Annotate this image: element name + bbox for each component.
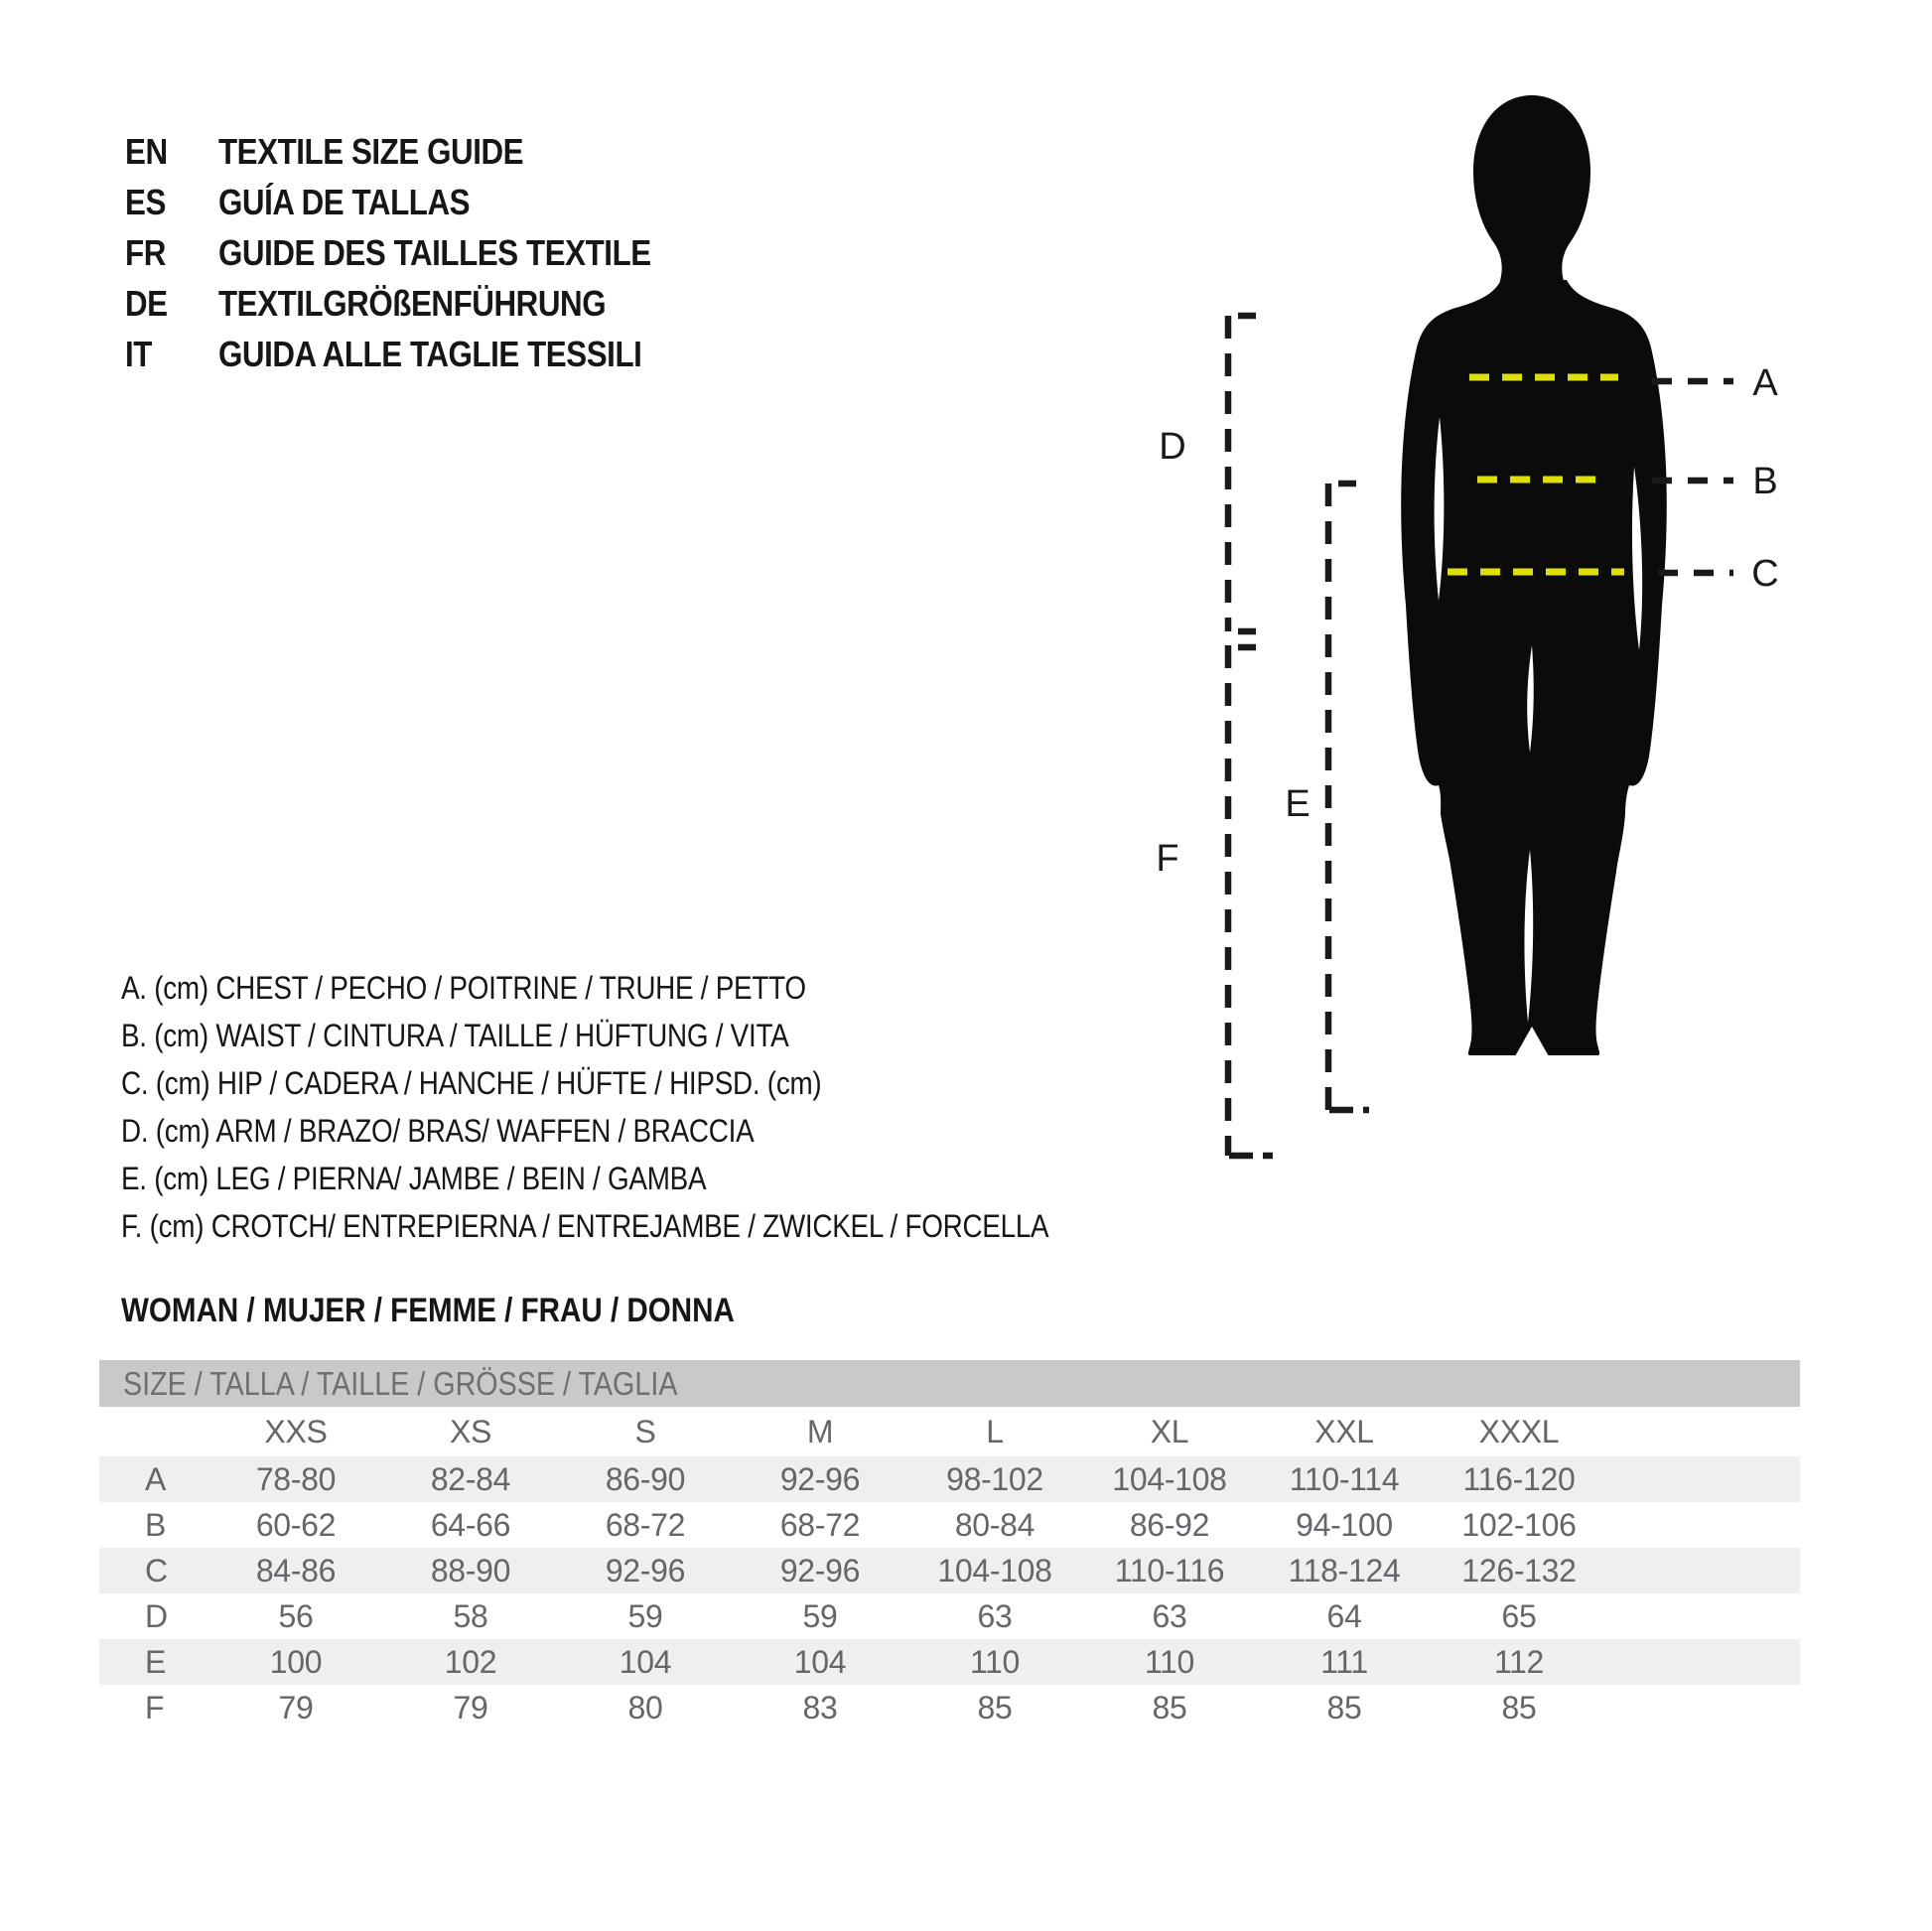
table-cell: 83 — [802, 1689, 838, 1725]
table-cell: 63 — [1152, 1597, 1187, 1634]
table-cell: 59 — [802, 1597, 838, 1634]
col-header-xxl: XXL — [1314, 1413, 1374, 1449]
legend-leg: E. (cm) LEG / PIERNA/ JAMBE / BEIN / GAMBA — [121, 1160, 707, 1196]
row-label: B — [145, 1506, 167, 1543]
table-cell: 63 — [977, 1597, 1013, 1634]
table-cell: 64-66 — [430, 1506, 511, 1543]
table-cell: 59 — [627, 1597, 663, 1634]
table-cell: 94-100 — [1296, 1506, 1393, 1543]
table-cell: 56 — [278, 1597, 314, 1634]
legend-chest: A. (cm) CHEST / PECHO / POITRINE / TRUHE / PETTO — [121, 969, 806, 1006]
table-row-d — [99, 1593, 1800, 1639]
table-cell: 84-86 — [255, 1552, 337, 1588]
label-crotch-f: F — [1156, 838, 1179, 880]
row-label: E — [145, 1643, 167, 1680]
table-cell: 102 — [444, 1643, 497, 1680]
table-cell: 104-108 — [937, 1552, 1052, 1588]
table-cell: 85 — [1326, 1689, 1362, 1725]
col-header-s: S — [634, 1413, 656, 1449]
table-cell: 80 — [627, 1689, 663, 1725]
table-cell: 110-114 — [1289, 1460, 1400, 1497]
table-cell: 98-102 — [946, 1460, 1043, 1497]
table-cell: 68-72 — [779, 1506, 861, 1543]
table-row-a — [99, 1456, 1800, 1502]
language-code: DE — [125, 282, 168, 324]
silhouette-body — [1401, 280, 1667, 1055]
table-cell: 85 — [1152, 1689, 1187, 1725]
table-cell: 86-92 — [1129, 1506, 1210, 1543]
guide-title-en: TEXTILE SIZE GUIDE — [217, 130, 524, 172]
table-cell: 110-116 — [1114, 1552, 1225, 1588]
legend-arm: D. (cm) ARM / BRAZO/ BRAS/ WAFFEN / BRACCIA — [121, 1112, 755, 1149]
silhouette-head — [1473, 95, 1590, 284]
language-row-en — [125, 126, 651, 177]
size-table — [99, 1360, 1800, 1730]
table-cell: 68-72 — [605, 1506, 686, 1543]
table-cell: 64 — [1326, 1597, 1362, 1634]
table-row-e — [99, 1639, 1800, 1685]
table-cell: 112 — [1493, 1643, 1545, 1680]
section-title-woman: WOMAN / MUJER / FEMME / FRAU / DONNA — [121, 1291, 735, 1329]
table-cell: 65 — [1501, 1597, 1537, 1634]
row-label: C — [145, 1552, 169, 1588]
table-cell: 110 — [969, 1643, 1021, 1680]
col-header-m: M — [806, 1413, 834, 1449]
table-cell: 88-90 — [430, 1552, 511, 1588]
label-waist-b: B — [1752, 461, 1778, 502]
label-chest-a: A — [1752, 362, 1778, 404]
language-code: EN — [125, 130, 168, 172]
table-cell: 116-120 — [1462, 1460, 1576, 1497]
guide-title-it: GUIDA ALLE TAGLIE TESSILI — [217, 333, 642, 374]
col-header-xl: XL — [1150, 1413, 1189, 1449]
table-cell: 92-96 — [779, 1460, 861, 1497]
language-row-de — [125, 278, 651, 329]
col-header-l: L — [986, 1413, 1004, 1449]
label-hip-c: C — [1751, 553, 1779, 595]
guide-title-de: TEXTILGRÖßENFÜHRUNG — [217, 282, 607, 324]
language-row-it — [125, 329, 651, 379]
guide-title-es: GUÍA DE TALLAS — [217, 181, 471, 222]
table-cell: 82-84 — [430, 1460, 511, 1497]
table-cell: 104 — [793, 1643, 847, 1680]
table-cell: 111 — [1320, 1643, 1368, 1680]
row-label: F — [145, 1689, 165, 1725]
legend-waist: B. (cm) WAIST / CINTURA / TAILLE / HÜFTUNG / VITA — [121, 1017, 789, 1053]
language-row-es — [125, 177, 651, 227]
table-row-f — [99, 1685, 1800, 1730]
table-cell: 126-132 — [1461, 1552, 1577, 1588]
legend-hip: C. (cm) HIP / CADERA / HANCHE / HÜFTE / HIPSD. (cm) — [121, 1064, 822, 1101]
table-row-b — [99, 1502, 1800, 1548]
row-label: D — [145, 1597, 169, 1634]
label-arm-d: D — [1159, 426, 1186, 468]
table-cell: 86-90 — [605, 1460, 686, 1497]
table-cell: 102-106 — [1461, 1506, 1577, 1543]
table-row-c — [99, 1548, 1800, 1593]
measurement-legend — [121, 964, 1187, 1250]
table-cell: 100 — [269, 1643, 323, 1680]
col-header-xxxl: XXXL — [1478, 1413, 1560, 1449]
table-cell: 60-62 — [255, 1506, 337, 1543]
language-code: FR — [125, 231, 166, 273]
woman-silhouette — [1401, 95, 1667, 1056]
table-column-header-row — [99, 1407, 1800, 1456]
table-header-bar — [99, 1360, 1800, 1407]
table-cell: 85 — [977, 1689, 1013, 1725]
language-code: ES — [125, 181, 166, 222]
language-row-fr — [125, 227, 651, 278]
legend-crotch: F. (cm) CROTCH/ ENTREPIERNA / ENTREJAMBE / ZWICKEL / FORCELLA — [121, 1207, 1049, 1244]
label-leg-e: E — [1285, 783, 1311, 825]
table-cell: 92-96 — [605, 1552, 686, 1588]
col-header-xs: XS — [449, 1413, 492, 1449]
table-cell: 79 — [278, 1689, 314, 1725]
table-cell: 118-124 — [1288, 1552, 1401, 1588]
table-cell: 78-80 — [255, 1460, 337, 1497]
table-cell: 58 — [453, 1597, 488, 1634]
language-title-block — [125, 126, 730, 379]
table-cell: 79 — [453, 1689, 488, 1725]
table-cell: 110 — [1144, 1643, 1195, 1680]
table-header-title: SIZE / TALLA / TAILLE / GRÖSSE / TAGLIA — [123, 1364, 678, 1402]
table-cell: 92-96 — [779, 1552, 861, 1588]
table-cell: 104-108 — [1112, 1460, 1227, 1497]
table-cell: 104 — [619, 1643, 672, 1680]
table-cell: 80-84 — [954, 1506, 1035, 1543]
table-cell: 85 — [1501, 1689, 1537, 1725]
row-label: A — [145, 1460, 167, 1497]
language-code: IT — [125, 333, 152, 374]
guide-title-fr: GUIDE DES TAILLES TEXTILE — [217, 231, 651, 273]
col-header-xxs: XXS — [264, 1413, 328, 1449]
measurement-diagram — [1072, 60, 1886, 1271]
